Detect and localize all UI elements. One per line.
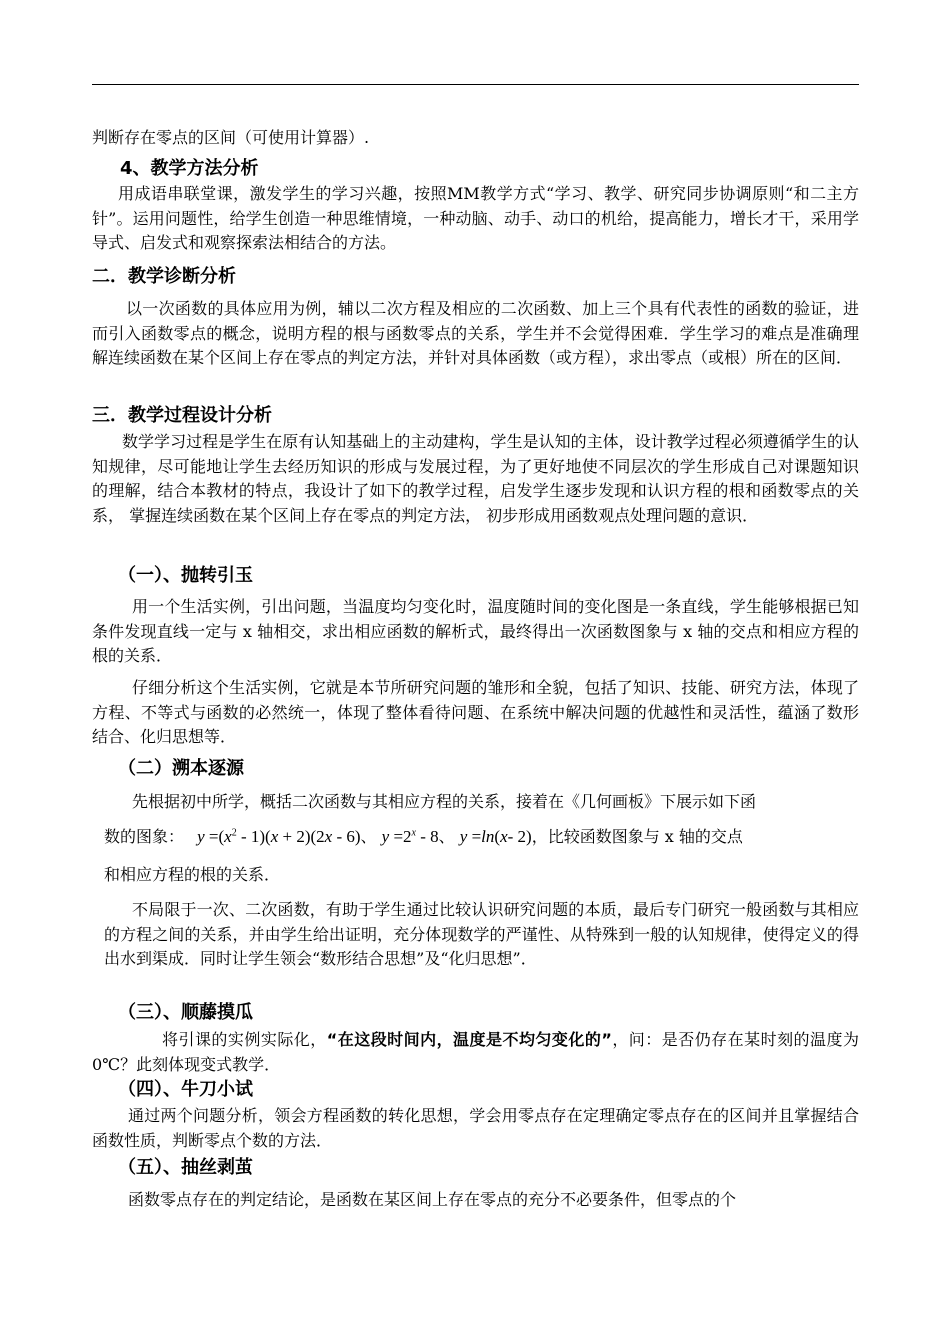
paragraph-section-2a-line3 (104, 863, 859, 888)
paragraph-diagnosis (92, 297, 859, 371)
heading-diagnosis (92, 264, 859, 290)
heading-method (120, 156, 860, 182)
header-rule (92, 84, 859, 85)
heading-section-4 (118, 1077, 858, 1103)
text-run: ，问：是否仍存在某时刻的温度为0℃？此刻体现变式教学． (92, 1030, 859, 1074)
heading-text: 4、教学方法分析 (120, 158, 259, 179)
paragraph-method (92, 182, 859, 256)
heading-text: （二）溯本逐源 (118, 758, 244, 779)
heading-section-1 (118, 563, 858, 589)
separator: 、 (360, 827, 377, 846)
paragraph-section-3 (92, 1028, 859, 1077)
heading-text: 三．教学过程设计分析 (92, 405, 272, 426)
paragraph-text: 不局限于一次、二次函数，有助于学生通过比较认识研究问题的本质，最后专门研究一般函数与其相应的方程之间的关系，并由学生给出证明，充分体现数学的严谨性、从特殊到一般的认知规律，使得定义的得出水到渠成．同时让学生领会“数形结合思想”及“化归思想”． (104, 900, 859, 968)
paragraph-text: 以一次函数的具体应用为例，辅以二次方程及相应的二次函数、加上三个具有代表性的函数的验证，进而引入函数零点的概念，说明方程的根与函数零点的关系，学生并不会觉得困难．学生学习的难点是准确理解连续函数在某个区间上存在零点的判定方法，并针对具体函数（或方程），求出零点（或根）所在的区间． (92, 299, 859, 367)
paragraph-intro (92, 126, 859, 151)
paragraph-text: 先根据初中所学，概括二次函数与其相应方程的关系，接着在《几何画板》下展示如下函 (132, 792, 757, 811)
paragraph-section-2a-line1 (132, 790, 859, 815)
paragraph-text: 用一个生活实例，引出问题，当温度均匀变化时，温度随时间的变化图是一条直线，学生能够根据已知条件发现直线一定与 x 轴相交，求出相应函数的解析式，最终得出一次函数图象与 x 轴的交点和相应方程的根的关系． (92, 597, 859, 665)
paragraph-text: 和相应方程的根的关系． (104, 865, 281, 884)
separator: 、 (438, 827, 455, 846)
formula-polynomial: $y =(x^2 - 1)(x + 2)(2x - 6)$ (197, 827, 361, 846)
formula-logarithm: y =ln(x- 2) (459, 827, 532, 846)
paragraph-section-5 (92, 1188, 859, 1213)
paragraph-text: ，比较函数图象与 x 轴的交点 (531, 827, 743, 846)
paragraph-section-2a-line2 (104, 822, 864, 852)
heading-section-2 (118, 756, 858, 782)
heading-text: （四）、牛刀小试 (118, 1079, 253, 1100)
paragraph-section-1a (92, 595, 859, 669)
paragraph-text: 函数零点存在的判定结论，是函数在某区间上存在零点的充分不必要条件，但零点的个 (128, 1190, 737, 1209)
heading-section-3 (118, 1000, 858, 1026)
heading-text: （三）、顺藤摸瓜 (118, 1002, 253, 1023)
heading-text: （五）、抽丝剥茧 (118, 1157, 253, 1178)
emphasis-quote: “在这段时间内，温度是不均匀变化的” (326, 1030, 612, 1049)
heading-process (92, 403, 859, 429)
heading-text: 二．教学诊断分析 (92, 266, 236, 287)
paragraph-text: 仔细分析这个生活实例，它就是本节所研究问题的雏形和全貌，包括了知识、技能、研究方法，体现了方程、不等式与函数的必然统一，体现了整体看待问题、在系统中解决问题的优越性和灵活性，蕴涵了数形结合、化归思想等． (92, 678, 859, 746)
text-run: 将引课的实例实际化， (162, 1030, 327, 1049)
formula-exponential: $y =2^x - 8$ (381, 827, 439, 846)
paragraph-section-2b (104, 898, 859, 972)
paragraph-text: 数的图象： (104, 827, 185, 846)
paragraph-text (92, 1028, 859, 1077)
heading-section-5 (118, 1155, 858, 1181)
paragraph-section-1b (92, 676, 859, 750)
paragraph-process (92, 430, 859, 528)
paragraph-text: 判断存在零点的区间（可使用计算器）. (92, 128, 370, 147)
heading-text: （一）、抛转引玉 (118, 565, 253, 586)
paragraph-text: 通过两个问题分析，领会方程函数的转化思想，学会用零点存在定理确定零点存在的区间并且掌握结合函数性质，判断零点个数的方法． (92, 1106, 859, 1150)
paragraph-text: 用成语串联堂课，激发学生的学习兴趣，按照MM教学方式“学习、教学、研究同步协调原则“和二主方针”。运用问题性，给学生创造一种思维情境，一种动脑、动手、动口的机给，提高能力，增长才干，采用学导式、启发式和观察探索法相结合的方法。 (92, 184, 859, 252)
paragraph-section-4 (92, 1104, 859, 1153)
paragraph-text: 数学学习过程是学生在原有认知基础上的主动建构，学生是认知的主体，设计教学过程必须遵循学生的认知规律，尽可能地让学生去经历知识的形成与发展过程，为了更好地使不同层次的学生形成自己对课题知识的理解，结合本教材的特点，我设计了如下的教学过程，启发学生逐步发现和认识方程的根和函数零点的关系， 掌握连续函数在某个区间上存在零点的判定方法， 初步形成用函数观点处理问题的意识． (92, 432, 859, 525)
